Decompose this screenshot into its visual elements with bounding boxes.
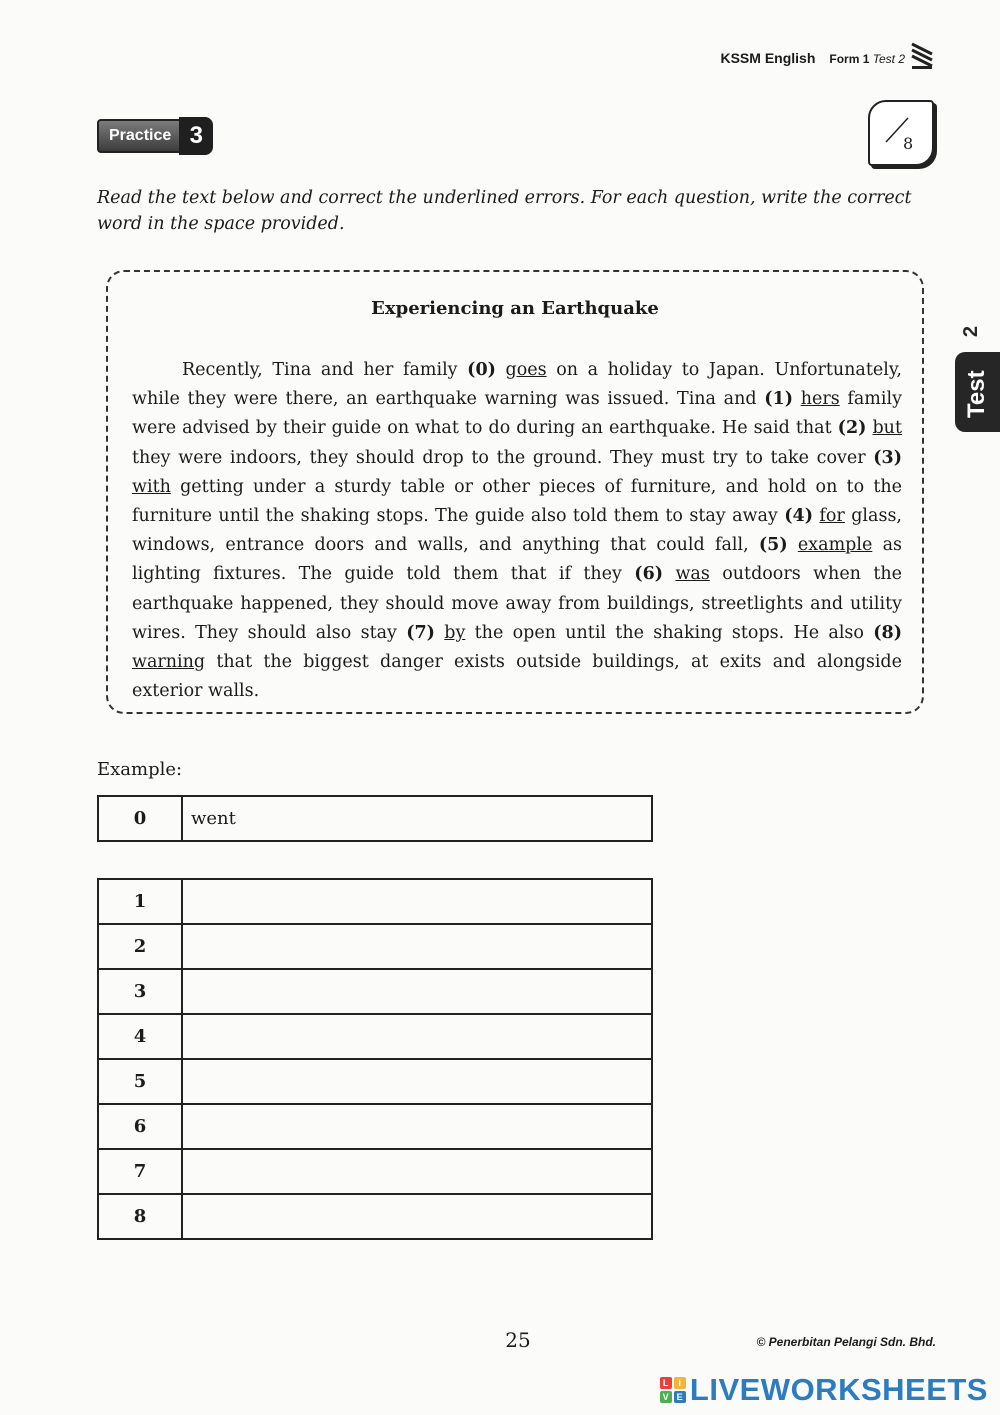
question-number: 6: [98, 1104, 182, 1149]
practice-number: 3: [179, 117, 213, 155]
answer-field-7[interactable]: [182, 1149, 652, 1194]
answer-table: [97, 878, 653, 1240]
underlined-error: example: [797, 535, 873, 556]
score-slash-icon: [870, 102, 932, 164]
side-tab-label: Test: [963, 370, 990, 418]
example-label: Example:: [97, 759, 183, 780]
passage-segment: [435, 623, 444, 643]
answer-field-4[interactable]: [182, 1014, 652, 1059]
question-marker: (2): [837, 418, 867, 439]
question-marker: (5): [758, 535, 788, 556]
underlined-error: goes: [505, 360, 547, 380]
answer-field-6[interactable]: [182, 1104, 652, 1149]
example-row: [98, 796, 652, 841]
passage-segment: they were indoors, they should drop to the ground. They must try to take cover: [132, 447, 874, 468]
question-number: 7: [98, 1149, 182, 1194]
practice-badge: [97, 119, 213, 153]
passage-segment: family were advised by their guide on what to do during an earthquake. He said that: [132, 389, 902, 439]
answer-row: [98, 1149, 652, 1194]
passage-segment: [496, 360, 506, 380]
question-marker: (3): [873, 447, 902, 468]
answer-field-1[interactable]: [182, 879, 652, 924]
passage-title: Experiencing an Earthquake: [371, 298, 659, 319]
side-tab-number: 2: [960, 325, 983, 338]
score-box: [868, 100, 934, 166]
passage-segment: the open until the shaking stops. He also: [465, 622, 874, 643]
passage-segment: [788, 535, 798, 555]
passage-segment: that the biggest danger exists outside buildings, at exits and alongside exterior walls.: [132, 652, 902, 702]
test-label: Test 2: [872, 52, 905, 66]
question-number: 5: [98, 1059, 182, 1104]
question-number: 3: [98, 969, 182, 1014]
passage-segment: outdoors when the earthquake happened, they should move away from buildings, streetlights and utility wires. They should also stay: [132, 564, 902, 643]
underlined-error: warning: [132, 652, 206, 673]
underlined-error: for: [819, 506, 845, 527]
question-marker: (0): [467, 360, 496, 380]
answer-row: [98, 969, 652, 1014]
question-number: 1: [98, 879, 182, 924]
underlined-error: by: [444, 622, 466, 643]
question-marker: (6): [634, 564, 664, 585]
question-marker: (1): [764, 389, 794, 410]
liveworksheets-logo-icon: L I V E: [660, 1377, 686, 1403]
question-number: 4: [98, 1014, 182, 1059]
form-label: Form 1 Test 2: [829, 52, 905, 66]
answer-row: [98, 1059, 652, 1104]
side-tab: [955, 352, 1000, 432]
instructions: Read the text below and correct the underlined errors. For each question, write the correct word in the space provided.: [97, 188, 912, 234]
answer-row: [98, 879, 652, 924]
answer-row: [98, 1014, 652, 1059]
question-marker: (4): [784, 506, 813, 527]
book-title: KSSM English: [720, 50, 816, 66]
underlined-error: hers: [800, 389, 840, 410]
answer-field-2[interactable]: [182, 924, 652, 969]
liveworksheets-brand[interactable]: [660, 1372, 988, 1408]
question-number: 8: [98, 1194, 182, 1239]
underlined-error: with: [132, 476, 171, 497]
example-number: 0: [98, 796, 182, 841]
passage-segment: on a holiday to Japan. Unfortunately, while they were there, an earthquake warning was issued. Tina and: [132, 360, 902, 410]
passage-text: [132, 356, 902, 706]
answer-field-8[interactable]: [182, 1194, 652, 1239]
question-number: 2: [98, 924, 182, 969]
running-header: [720, 50, 905, 66]
passage-segment: Recently, Tina and her family: [182, 360, 468, 380]
practice-label: Practice: [97, 119, 181, 153]
passage-segment: [663, 564, 675, 584]
example-answer: went: [182, 796, 652, 841]
answer-field-3[interactable]: [182, 969, 652, 1014]
passage-segment: as lighting fixtures. The guide told them that if they: [132, 535, 902, 585]
publisher-logo-icon: [910, 40, 934, 70]
passage-segment: getting under a sturdy table or other pieces of furniture, and hold on to the furniture until the shaking stops. The guide also told them to stay away: [132, 476, 902, 527]
question-marker: (8): [873, 622, 902, 643]
question-marker: (7): [406, 622, 435, 643]
answer-row: [98, 1194, 652, 1239]
example-table: [97, 795, 653, 842]
copyright: © Penerbitan Pelangi Sdn. Bhd.: [756, 1335, 936, 1349]
answer-row: [98, 924, 652, 969]
underlined-error: but: [872, 418, 902, 439]
passage-segment: glass, windows, entrance doors and walls, and anything that could fall,: [132, 506, 902, 556]
brand-name: LIVEWORKSHEETS: [689, 1372, 988, 1407]
underlined-error: was: [675, 564, 710, 585]
answer-row: [98, 1104, 652, 1149]
score-total: 8: [903, 134, 914, 153]
passage-segment: [793, 389, 801, 409]
answer-field-5[interactable]: [182, 1059, 652, 1104]
page-number: 25: [505, 1328, 531, 1352]
